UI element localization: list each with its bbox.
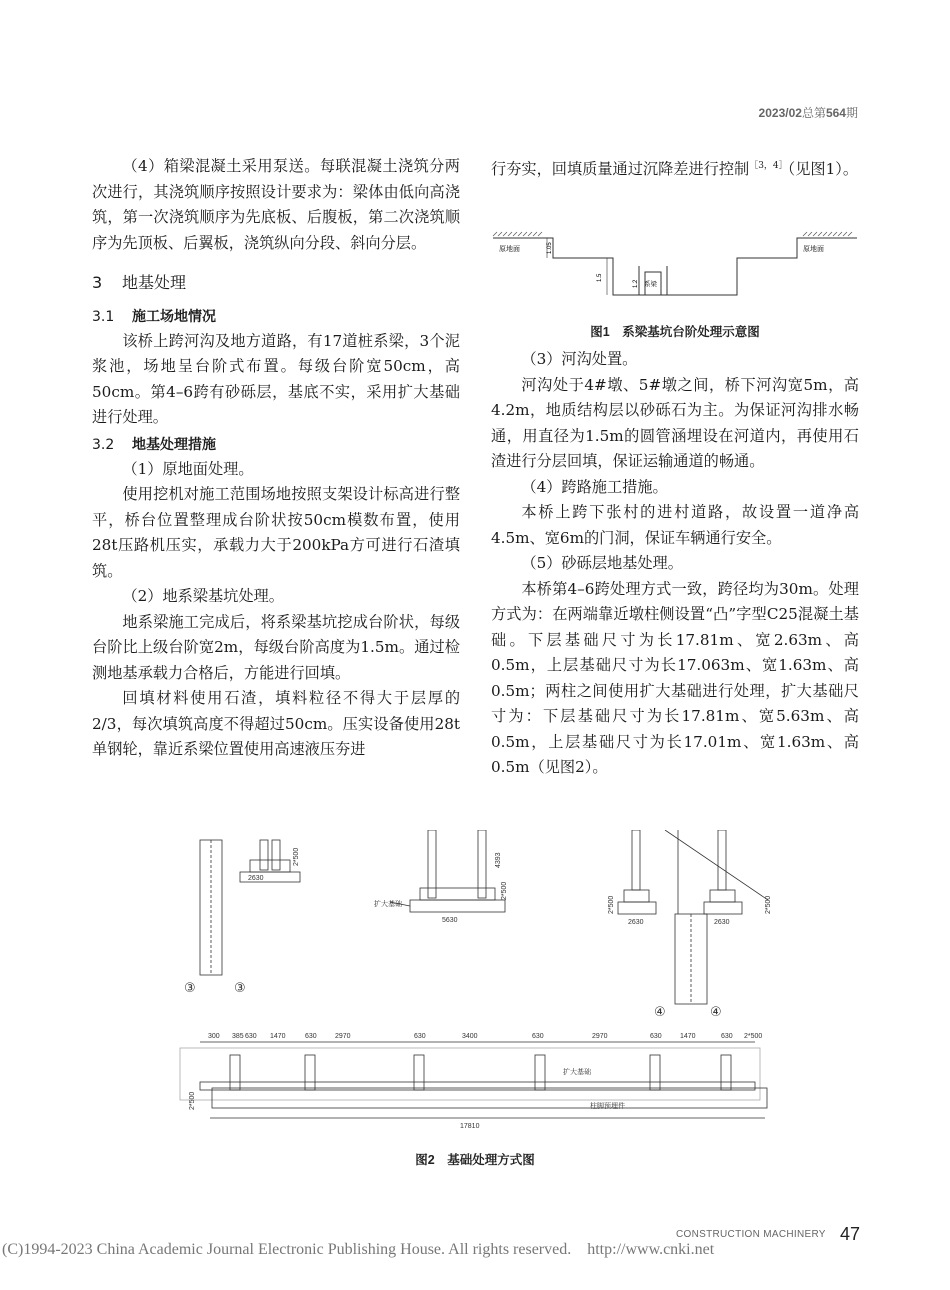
fig2-dim-4393: 4393 (495, 852, 502, 868)
fig1-dim-low: 1.2 (633, 279, 639, 288)
fig2-dim-2x500-d: 2*500 (765, 895, 772, 914)
fig1-dim-mid: 1.5 (597, 273, 603, 282)
section-heading (92, 270, 460, 296)
fig2-bottom-dim: 630 (414, 1033, 426, 1040)
paragraph: 河沟处于4#墩、5#墩之间，桥下河沟宽5m，高4.2m，地质结构层以砂砾石为主。为保证河沟排水畅通，用直径为1.5m的圆管涵埋设在河道内，再使用石渣进行分层回填，保证运输通道的畅通。 (491, 375, 859, 470)
paragraph: 使用挖机对施工范围场地按照支架设计标高进行整平，桥台位置整理成台阶状按50cm模数布置，使用28t压路机压实，承载力大于200kPa方可进行石渣填筑。 (92, 485, 460, 580)
fig2-bottom-dim: 2*500 (744, 1033, 763, 1040)
fig2-label-zhujiao: 柱脚预埋件 (590, 1103, 625, 1110)
list-item: （2）地系梁基坑处理。 (122, 587, 284, 605)
issue-number: 564 (825, 106, 846, 120)
issue-label: 2023/02 (758, 106, 802, 120)
section-title: 地基处理 (122, 273, 187, 292)
paragraph: 回填材料使用石渣，填料粒径不得大于层厚的2/3，每次填筑高度不得超过50cm。压实设备使用28t单钢轮，靠近系梁位置使用高速液压夯进 (92, 689, 460, 758)
fig2-dim-2x500-b: 2*500 (501, 881, 508, 900)
copyright-line: (C)1994-2023 China Academic Journal Electronic Publishing House. All rights reserved. http://www.cnki.net (2, 1241, 715, 1258)
fig2-bottom-dim: 630 (532, 1033, 544, 1040)
fig2-bottom-dim: 2970 (592, 1033, 608, 1040)
paragraph-text: （见图1）。 (787, 160, 859, 179)
page-number: 47 (840, 1224, 861, 1244)
subsection-title: 施工场地情况 (132, 308, 216, 325)
paragraph: 地系梁施工完成后，将系梁基坑挖成台阶状，每级台阶比上级台阶宽2m，每级台阶高度为1.5m。通过检测地基承载力合格后，方能进行回填。 (92, 612, 460, 682)
right-column-top (491, 154, 859, 183)
fig2-bottom-dim: 630 (245, 1033, 257, 1040)
fig1-label-right: 原地面 (803, 246, 824, 253)
fig2-bottom-dim: 1470 (270, 1033, 286, 1040)
list-item: （5）砂砾层地基处理。 (521, 554, 683, 572)
fig2-label-kuoda-plan: 扩大基础 (563, 1069, 591, 1076)
subsection-number: 3.1 (92, 308, 115, 325)
fig2-bottom-dim: 630 (721, 1033, 733, 1040)
list-item: （1）原地面处理。 (122, 459, 254, 478)
fig2-dim-2x500-a: 2*500 (293, 847, 300, 866)
fig2-label-kuoda: 扩大基础 (374, 901, 402, 908)
fig2-dim-2630-a: 2630 (248, 875, 264, 882)
paragraph: 本桥第4–6跨处理方式一致，跨径均为30m。处理方式为：在两端靠近墩柱侧设置“凸”字型C25混凝土基础。下层基础尺寸为长17.81m、宽2.63m、高0.5m，上层基础尺寸为长17.063m、宽1.63m、高0.5m；两柱之间使用扩大基础进行处理，扩大基础尺寸为：下层基础尺寸为长17.81m、宽5.63m、高0.5m，上层基础尺寸为长17.01m、宽1.63m、高0.5m（见图2）。 (491, 579, 859, 776)
issue-suffix: 期 (845, 106, 858, 120)
fig1-label-left: 原地面 (499, 246, 520, 253)
right-column-bottom (491, 347, 859, 781)
paragraph (491, 154, 859, 183)
subsection-heading (92, 305, 460, 329)
fig2-dim-5630: 5630 (442, 917, 458, 924)
fig2-bottom-dim: 630 (305, 1033, 317, 1040)
fig2-axis-3b: ③ (234, 980, 246, 995)
fig2-bottom-dim: 2970 (335, 1033, 351, 1040)
subsection-number: 3.2 (92, 436, 115, 453)
figure2-diagram (170, 830, 780, 1140)
fig2-bottom-dim: 3400 (462, 1033, 478, 1040)
fig2-bottom-dim: 630 (650, 1033, 662, 1040)
fig2-dim-2630-c: 2630 (714, 919, 730, 926)
fig2-total-length: 17810 (460, 1123, 480, 1130)
fig2-axis-4a: ④ (654, 1004, 666, 1019)
fig2-dim-2x500-c: 2*500 (608, 895, 615, 914)
subsection-title: 地基处理措施 (132, 436, 216, 453)
left-column (92, 154, 460, 763)
fig2-bottom-dim: 1470 (680, 1033, 696, 1040)
running-header (759, 104, 858, 121)
figure2-caption: 图2 基础处理方式图 (415, 1153, 535, 1167)
list-item: （4）跨路施工措施。 (521, 477, 668, 496)
paragraph: 本桥上跨下张村的进村道路，故设置一道净高4.5m、宽6m的门洞，保证车辆通行安全。 (491, 503, 859, 547)
fig2-axis-4b: ④ (710, 1004, 722, 1019)
section-number: 3 (92, 273, 103, 292)
subsection-heading (92, 433, 460, 457)
paragraph: 该桥上跨河沟及地方道路，有17道桩系梁，3个泥浆池，场地呈台阶式布置。每级台阶宽50cm，高50cm。第4–6跨有砂砾层，基底不实，采用扩大基础进行处理。 (92, 331, 460, 426)
paragraph: （4）箱梁混凝土采用泵送。每联混凝土浇筑分两次进行，其浇筑顺序按照设计要求为：梁体由低向高浇筑，第一次浇筑顺序为先底板、后腹板，第二次浇筑顺序为先顶板、后翼板，浇筑纵向分段、斜向分层。 (92, 157, 460, 252)
figure1-caption: 图1 系梁基坑台阶处理示意图 (590, 325, 760, 339)
fig1-label-beam: 系梁 (644, 281, 657, 288)
fig2-bottom-dim: 385 (232, 1033, 244, 1040)
paragraph-text: 行夯实，回填质量通过沉降差进行控制 (491, 160, 750, 179)
fig1-dim-top: 1.05 (547, 242, 553, 254)
citation: ［3，4］ (749, 161, 788, 171)
fig2-bottom-dim: 300 (208, 1033, 220, 1040)
fig2-dim-2x500-e: 2*500 (189, 1091, 196, 1110)
total-label: 总第 (801, 106, 826, 120)
figure1-diagram (491, 228, 859, 308)
fig2-dim-2630-b: 2630 (628, 919, 644, 926)
footer-journal: CONSTRUCTION MACHINERY (676, 1229, 826, 1240)
list-item: （3）河沟处置。 (521, 350, 638, 368)
fig2-axis-3a: ③ (184, 980, 196, 995)
